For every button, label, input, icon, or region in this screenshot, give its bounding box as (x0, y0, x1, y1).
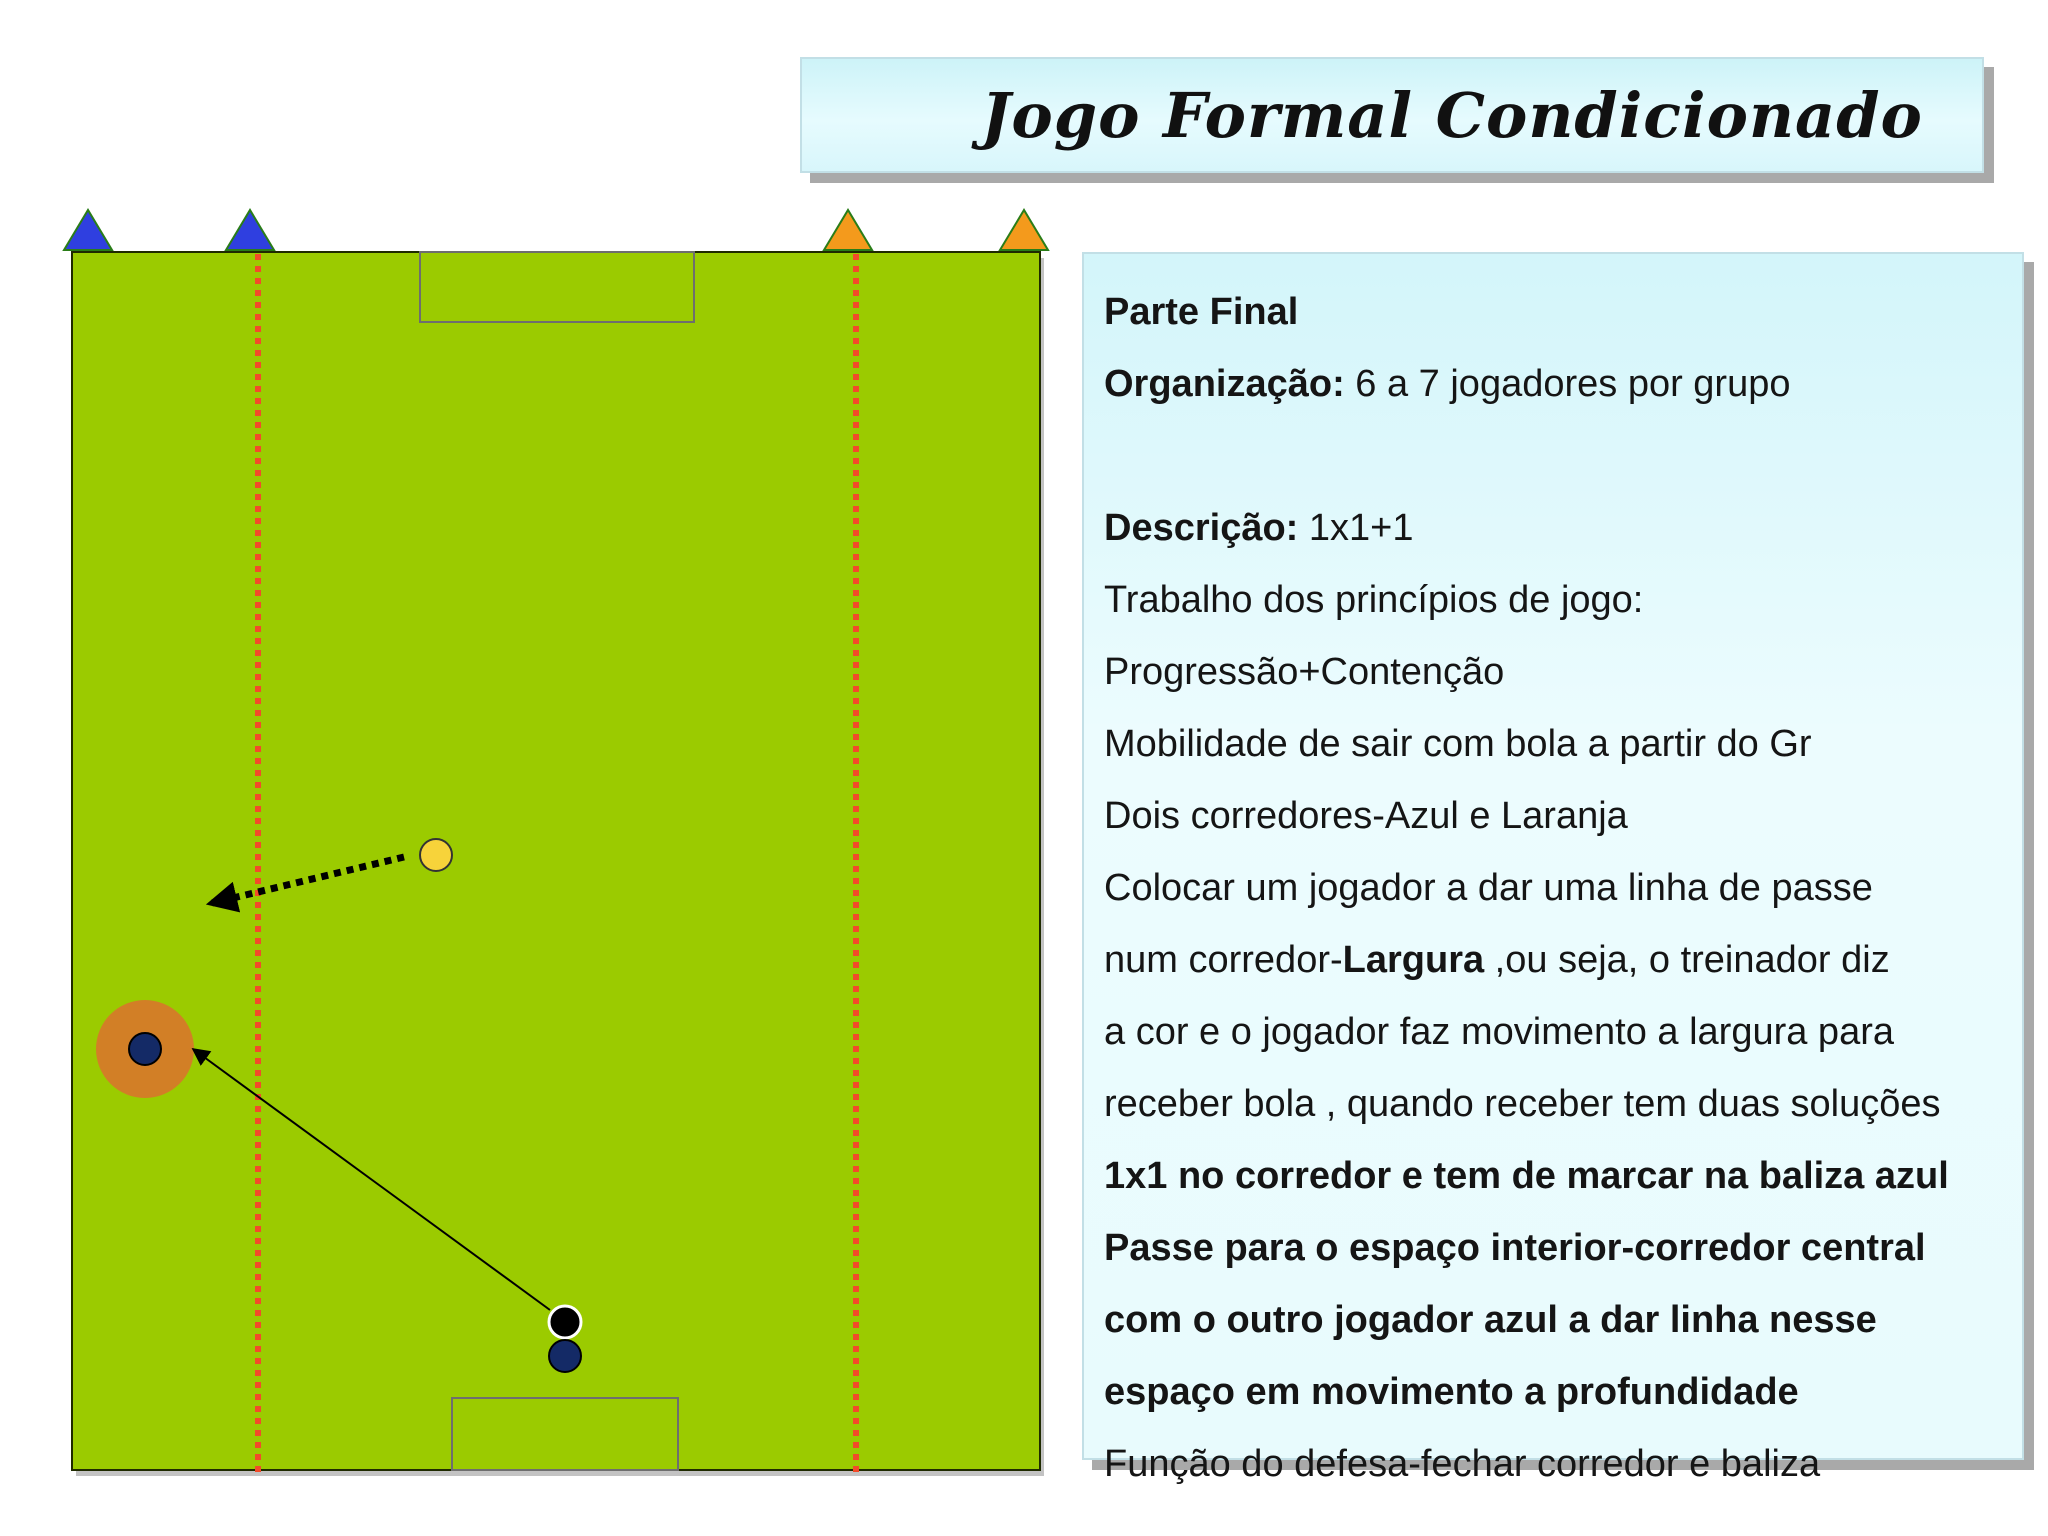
organization-line (1104, 348, 2002, 420)
emphasis-largura: Largura (1342, 939, 1485, 981)
text-fragment: num corredor- (1104, 939, 1343, 981)
text-line-bold: com o outro jogador azul a dar linha nesse (1104, 1299, 1877, 1341)
text-line (1104, 924, 2002, 996)
text-line: a cor e o jogador faz movimento a largura para (1104, 1011, 1894, 1053)
page-title: Jogo Formal Condicionado (981, 78, 1923, 152)
text-line: Dois corredores-Azul e Laranja (1104, 795, 1628, 837)
football-field (72, 252, 1040, 1470)
ball-icon (420, 839, 452, 871)
organization-label: Organização: (1104, 363, 1345, 405)
text-line: Progressão+Contenção (1104, 651, 1505, 693)
organization-value: 6 a 7 jogadores por grupo (1344, 363, 1791, 405)
text-line: Mobilidade de sair com bola a partir do Gr (1104, 723, 1812, 765)
text-line-bold: espaço em movimento a profundidade (1104, 1371, 1799, 1413)
orange-cone-icon (824, 210, 872, 250)
text-line-bold: Passe para o espaço interior-corredor central (1104, 1227, 1926, 1269)
orange-cone-icon (1000, 210, 1048, 250)
description-value: 1x1+1 (1298, 507, 1414, 549)
description-line (1104, 492, 2002, 564)
section-heading: Parte Final (1104, 291, 1299, 333)
description-panel (1082, 252, 2024, 1485)
text-line: Trabalho dos princípios de jogo: (1104, 579, 1644, 621)
text-line: Função do defesa-fechar corredor e baliza (1104, 1443, 1821, 1485)
pitch-diagram (0, 190, 1060, 1490)
text-line: Colocar um jogador a dar uma linha de passe (1104, 867, 1873, 909)
text-line-bold: 1x1 no corredor e tem de marcar na baliza azul (1104, 1155, 1949, 1197)
text-line: receber bola , quando receber tem duas soluções (1104, 1083, 1941, 1125)
blue-cone-icon (64, 210, 112, 250)
player-receiver (129, 1033, 161, 1065)
player-goalkeeper (549, 1340, 581, 1372)
blue-cone-icon (226, 210, 274, 250)
description-label: Descrição: (1104, 507, 1299, 549)
spacer (1104, 420, 2002, 492)
text-fragment: ,ou seja, o treinador diz (1484, 939, 1890, 981)
player-ball-carrier (549, 1306, 581, 1338)
title-banner (800, 57, 1984, 173)
